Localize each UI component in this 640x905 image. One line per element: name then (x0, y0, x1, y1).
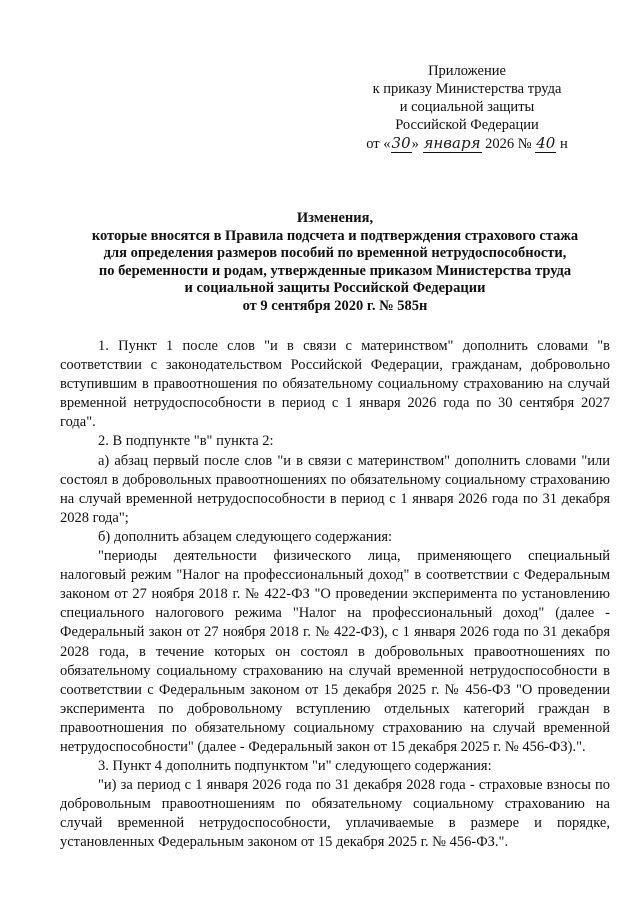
title-line: Изменения, (296, 210, 374, 226)
paragraph-subitem-i: "и) за период с 1 января 2026 года по 31 декабря 2028 года - страховые взносы по добровольным правоотношениям по обязательному социальному страхованию на случай временной нетрудоспособности, уплачиваемые в размере и порядке, установленных Федеральным законом от 15 декабря 2025 г. № 456-ФЗ.". (60, 777, 610, 851)
date-day-handwritten: 30 (391, 134, 411, 152)
title-line: для определения размеров пособий по временной нетрудоспособности, (103, 245, 567, 262)
order-suffix: н (559, 136, 568, 152)
date-prefix: от « (366, 136, 391, 152)
document-body (60, 337, 610, 853)
date-year-number-label: 2026 № (485, 136, 532, 152)
paragraph-quoted-addition: "периоды деятельности физического лица, применяющего специальный налоговый режим "Налог на профессиональный доход" в соответствии с Федеральным законом от 27 ноября 2018 г. № 422-ФЗ "О проведении эксперимента по установлению специального налогового режима "Налог на профессиональный доход" (далее - Федеральный закон от 27 ноября 2018 г. № 422-ФЗ), с 1 января 2026 года по 31 декабря 2028 года, в течение которых он состоял в добровольных правоотношениях по обязательному социальному страхованию на случай временной нетрудоспособности в соответствии с Федеральным законом от 15 декабря 2025 г. № 456-ФЗ "О проведении эксперимента по добровольному вступлению отдельных категорий граждан в правоотношения по обязательному социальному страхованию на случай временной нетрудоспособности" (далее - Федеральный закон от 15 декабря 2025 г. № 456-ФЗ).". (60, 548, 610, 755)
date-day-close: » (411, 136, 419, 152)
appendix-date-line (352, 134, 582, 153)
paragraph-subitem-a: а) абзац первый после слов "и в связи с материнством" дополнить словами "или состоял в добровольных правоотношениях по обязательному социальному страхованию на случай временной нетрудоспособности в период с 1 января 2026 года по 31 декабря 2028 года"; (60, 452, 610, 526)
order-number-handwritten: 40 (536, 134, 556, 152)
appendix-country-line: Российской Федерации (395, 117, 539, 133)
date-month-handwritten: января (423, 134, 481, 152)
title-line: от 9 сентября 2020 г. № 585н (242, 297, 428, 314)
title-line: которые вносятся в Правила подсчета и подтверждения страхового стажа (91, 227, 579, 244)
appendix-block (352, 62, 582, 153)
appendix-ministry-line: и социальной защиты (399, 99, 535, 115)
appendix-heading: Приложение (428, 63, 506, 79)
paragraph-item-2: 2. В подпункте "в" пункта 2: (98, 433, 274, 450)
paragraph-item-1: 1. Пункт 1 после слов "и в связи с материнством" дополнить словами "в соответствии с законодательством Российской Федерации, гражданам, добровольно вступившим в правоотношения по обязательному социальному страхованию на случай временной нетрудоспособности в период с 1 января 2026 года по 30 сентября 2027 года". (60, 338, 610, 431)
document-title (60, 210, 610, 316)
paragraph-item-3: 3. Пункт 4 дополнить подпунктом "и" следующего содержания: (98, 758, 492, 775)
paragraph-subitem-b: б) дополнить абзацем следующего содержания: (98, 528, 393, 545)
title-line: и социальной защиты Российской Федерации (184, 280, 486, 297)
appendix-order-line: к приказу Министерства труда (372, 81, 562, 97)
title-line: по беременности и родам, утвержденные приказом Министерства труда (98, 262, 572, 279)
